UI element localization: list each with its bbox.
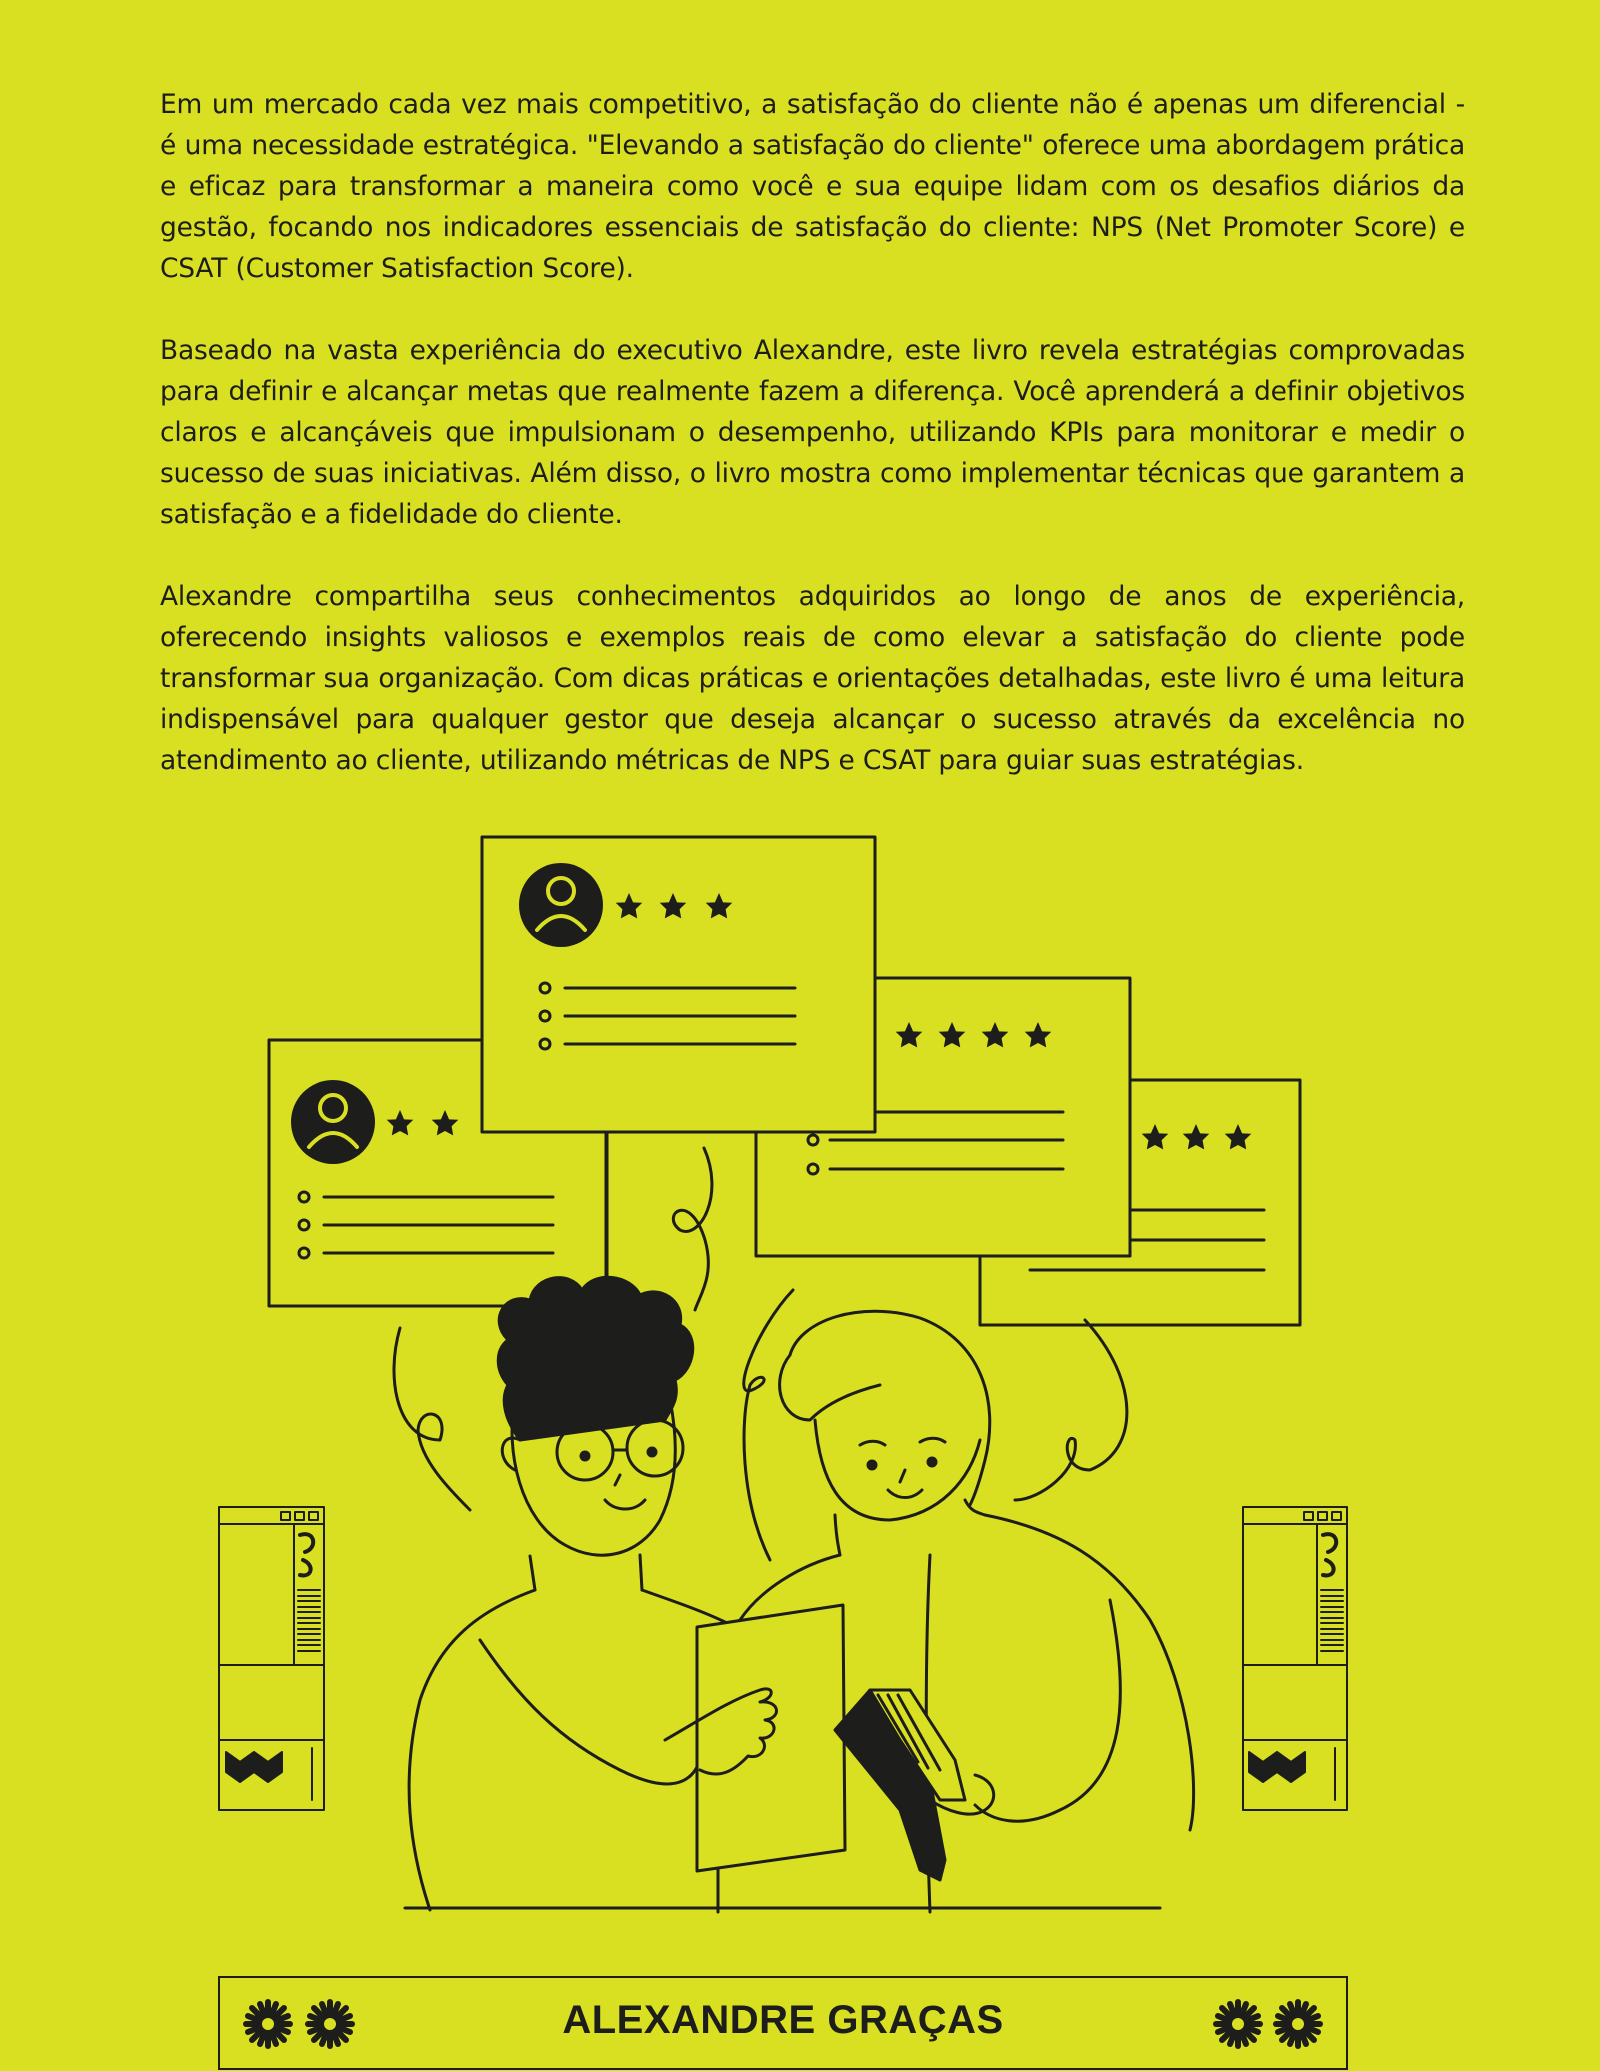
- paper-document: [697, 1605, 845, 1871]
- barcode-icon: [1321, 1590, 1343, 1651]
- avatar-icon: [519, 863, 603, 947]
- burst-icon: [1212, 1998, 1264, 2050]
- review-card-2: [482, 837, 875, 1132]
- burst-icon: [1272, 1998, 1324, 2050]
- barcode-icon: [298, 1590, 320, 1651]
- side-ornament-left: [219, 1507, 324, 1810]
- blurb-paragraph-2: Baseado na vasta experiência do executivo Alexandre, este livro revela estratégias comprovadas para definir e alcançar metas que realmente fazem a diferença. Você aprenderá a definir objetivos claros e alcançáveis que impulsionam o desempenho, utilizando KPIs para monitorar e medir o sucesso de suas iniciativas. Além disso, o livro mostra como implementar técnicas que garantem a satisfação e a fidelidade do cliente.: [160, 335, 1465, 530]
- author-name: ALEXANDRE GRAÇAS: [562, 1998, 1004, 2042]
- blurb-paragraph-1: Em um mercado cada vez mais competitivo, a satisfação do cliente não é apenas um diferencial - é uma necessidade estratégica. "Elevando a satisfação do cliente" oferece uma abordagem prática e eficaz para transformar a maneira como você e sua equipe lidam com os desafios diários da gestão, focando nos indicadores essenciais de satisfação do cliente: NPS (Net Promoter Score) e CSAT (Customer Satisfaction Score).: [160, 89, 1465, 284]
- person-with-glasses: [409, 1277, 725, 1912]
- avatar-icon: [291, 1080, 375, 1164]
- book: [835, 1690, 994, 1880]
- blurb-paragraph-3: Alexandre compartilha seus conhecimentos adquiridos ao longo de anos de experiência, oferecendo insights valiosos e exemplos reais de como elevar a satisfação do cliente pode transformar sua organização. Com dicas práticas e orientações detalhadas, este livro é uma leitura indispensável para qualquer gestor que deseja alcançar o sucesso através da excelência no atendimento ao cliente, utilizando métricas de NPS e CSAT para guiar suas estratégias.: [160, 581, 1465, 776]
- author-banner: [218, 1976, 1348, 2070]
- side-ornament-right: [1243, 1507, 1347, 1810]
